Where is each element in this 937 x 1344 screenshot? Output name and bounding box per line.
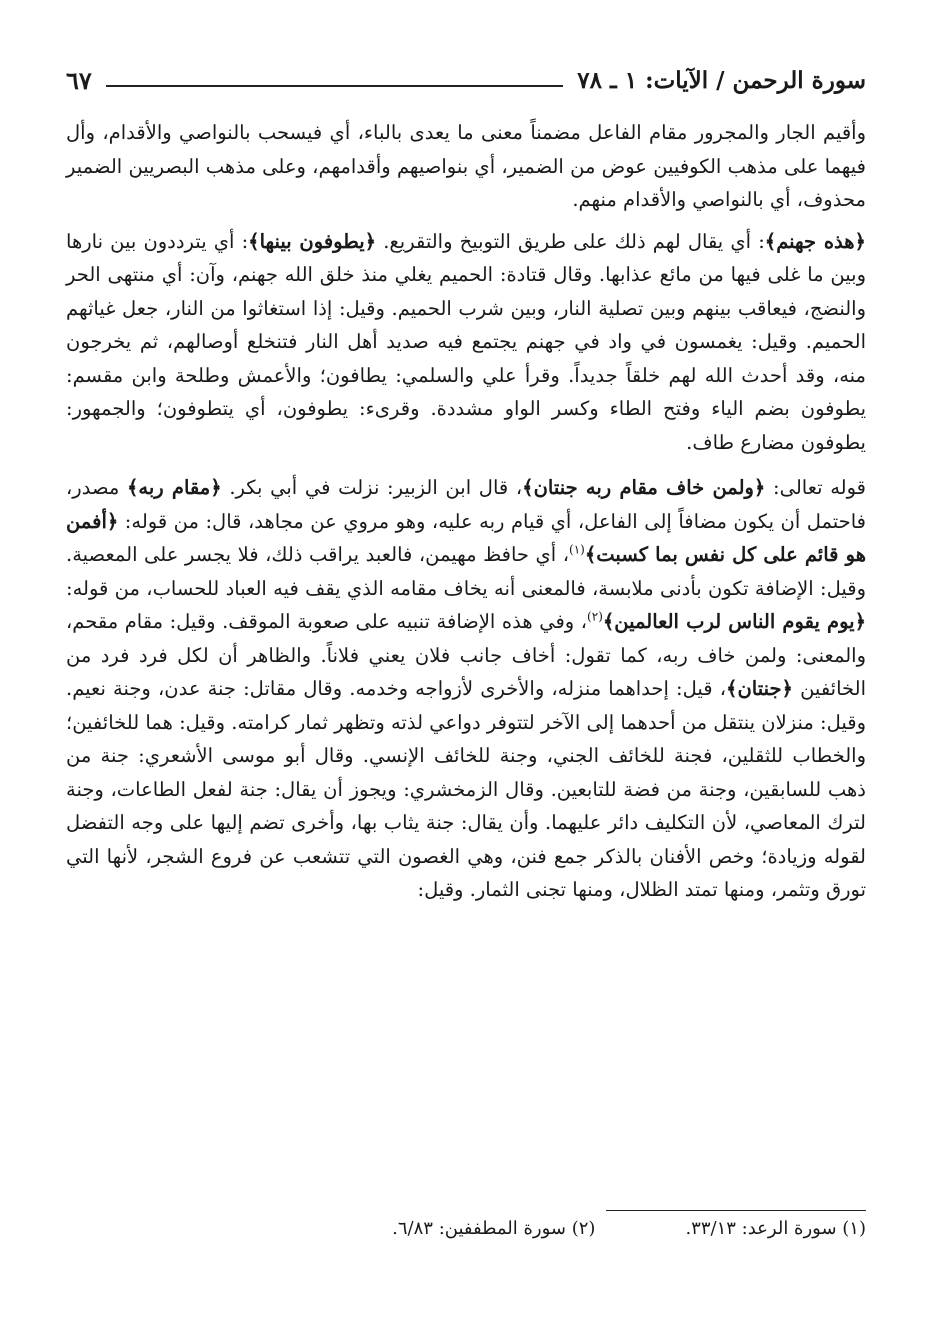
text-run: مصدر، فاحتمل أن يكون مضافاً إلى الفاعل، أي قيام ربه عليه، وهو مروي عن مجاهد، قال: من قوله: bbox=[66, 476, 866, 533]
quran-quote: ﴿ولمن خاف مقام ربه جنتان﴾ bbox=[522, 476, 766, 499]
text-run: قوله تعالى: bbox=[765, 476, 867, 499]
header-rule bbox=[106, 85, 563, 87]
body-text bbox=[66, 116, 866, 907]
quran-quote: ﴿مقام ربه﴾ bbox=[126, 476, 222, 499]
page-header bbox=[66, 60, 866, 100]
running-title: سورة الرحمن / الآيات: ١ ـ ٧٨ bbox=[577, 66, 866, 94]
footnote-2: (٢) سورة المطففين: ٦/٨٣. bbox=[392, 1218, 596, 1239]
footnote-1: (١) سورة الرعد: ٣٣/١٣. bbox=[685, 1218, 866, 1239]
quran-quote: ﴿يطوفون بينها﴾ bbox=[248, 229, 377, 253]
quran-quote: ﴿يوم يقوم الناس لرب العالمين﴾ bbox=[602, 610, 867, 633]
text-run: : أي يقال لهم ذلك على طريق التوبيخ والتقريع. bbox=[376, 229, 765, 253]
text-run: : أي يترددون بين نارها وبين ما غلى فيها من مائع عذابها. وقال قتادة: الحميم يغلي منذ خلق الله جهنم، وآن: أي منتهى الحر والنضج، فيعاقب بينهم وبين تصلية النار، وبين شرب الحميم. وقيل: إذا استغاثوا من النار، جعل غياثهم الحميم. وقيل: يغمسون في واد في جهنم يجتمع فيه صديد أهل النار فتنخلع أوصالهم، ثم يخرجون منه، وقد أحدث الله لهم خلقاً جديداً. وقرأ علي والسلمي: يطافون؛ والأعمش وطلحة وابن مقسم: يطوفون بضم الياء وفتح الطاء وكسر الواو مشددة. وقرىء: يطوفون، أي يتطوفون؛ والجمهور: يطوفون مضارع طاف. bbox=[66, 229, 866, 454]
footnote-marker: (١) bbox=[569, 542, 585, 557]
page-number: ٦٧ bbox=[66, 65, 92, 95]
text-run: وأقيم الجار والمجرور مقام الفاعل مضمناً معنى ما يعدى بالباء، أي فيسحب بالنواصي والأقدام، وأل فيهما على مذهب الكوفيين عوض من الضمير، أي بنواصيهم وأقدامهم، وعلى مذهب البصريين الضمير محذوف، أي بالنواصي والأقدام منهم. bbox=[66, 121, 866, 211]
text-run: ، وفي هذه الإضافة تنبيه على صعوبة الموقف. وقيل: مقام مقحم، والمعنى: ولمن خاف ربه، كما تقول: أخاف جانب فلان يعني فلاناً. والظاهر أن لكل فرد فرد من الخائفين bbox=[66, 610, 866, 700]
quran-quote: ﴿هذه جهنم﴾ bbox=[764, 229, 866, 253]
footnote-marker: (٢) bbox=[587, 609, 603, 624]
paragraph-1 bbox=[66, 116, 866, 217]
paragraph-2 bbox=[66, 225, 866, 460]
quran-quote: ﴿أفمن هو قائم على كل نفس بما كسبت﴾ bbox=[66, 509, 866, 566]
footnotes bbox=[66, 1218, 866, 1239]
text-run: ، أي حافظ مهيمن، فالعبد يراقب ذلك، فلا يجسر على المعصية. وقيل: الإضافة تكون بأدنى ملابسة، فالمعنى أنه يخاف مقامه الذي يقف فيه العباد للحساب، من قوله: bbox=[66, 543, 866, 600]
book-page bbox=[66, 60, 866, 1290]
paragraph-3 bbox=[66, 471, 866, 907]
text-run: ، قال ابن الزبير: نزلت في أبي بكر. bbox=[221, 476, 523, 499]
text-run: ، قيل: إحداهما منزله، والأخرى لأزواجه وخدمه. وقال مقاتل: جنة عدن، وجنة نعيم. وقيل: منزلان ينتقل من أحدهما إلى الآخر لتتوفر دواعي لذته وتظهر ثمار كرامته. وقيل: هما للخائفين؛ والخطاب للثقلين، فجنة للخائف الجني، وجنة للخائف الإنسي. وقال أبو موسى الأشعري: جنة من ذهب للسابقين، وجنة من فضة للتابعين. وقال الزمخشري: ويجوز أن يقال: جنة لفعل الطاعات، وجنة لترك المعاصي، لأن التكليف دائر عليهما. وأن يقال: جنة يثاب بها، وأخرى تضم إليها على وجه التفضل لقوله وزيادة؛ وخص الأفنان بالذكر جمع فنن، وهي الغصون التي تتشعب عن فروع الشجر، لأنها التي تورق وتثمر، ومنها تمتد الظلال، ومنها تجنى الثمار. وقيل: bbox=[66, 677, 866, 901]
quran-quote: ﴿جنتان﴾ bbox=[726, 677, 793, 700]
footnote-rule bbox=[606, 1210, 866, 1211]
